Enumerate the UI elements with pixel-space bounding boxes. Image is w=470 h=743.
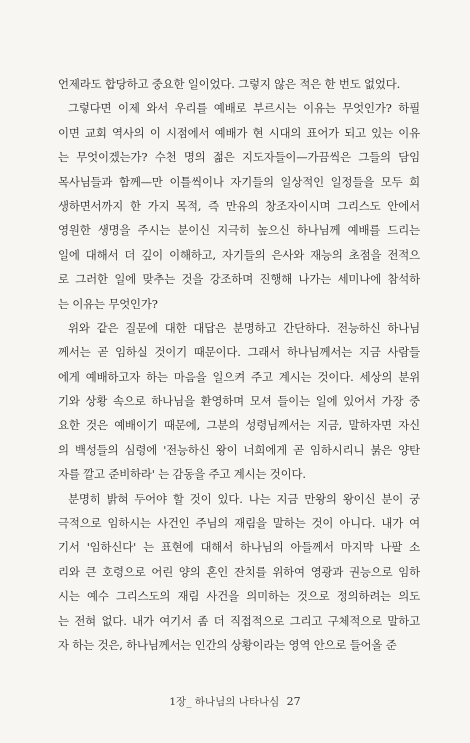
text-line: 일에 대해서 더 깊이 이해하고, 자기들의 은사와 재능의 초점을 전적으 [58, 247, 420, 262]
text-line: 영원한 생명을 주시는 분이신 지극히 높으신 하나님께 예배를 드리는 [58, 223, 420, 238]
text-line: 의 백성들의 심령에 '전능하신 왕이 너희에게 곧 임하시리니 붉은 양탄 [58, 442, 420, 457]
body-text [58, 72, 420, 657]
text-line: 자를 깔고 준비하라' 는 감동을 주고 계시는 것이다. [58, 467, 306, 482]
text-line: 위와 같은 질문에 대한 대답은 분명하고 간단하다. 전능하신 하나님 [68, 320, 420, 335]
text-line: 극적으로 임하시는 사건인 주님의 재림을 말하는 것이 아니다. 내가 여 [58, 516, 420, 531]
page-number: 27 [286, 695, 301, 708]
paragraph [58, 487, 420, 658]
text-line: 에게 예배하고자 하는 마음을 일으켜 주고 계시는 것이다. 세상의 분위 [58, 369, 420, 384]
page-footer [0, 694, 470, 709]
text-line: 분명히 밝혀 두어야 할 것이 있다. 나는 지금 만왕의 왕이신 분이 궁 [68, 491, 420, 506]
text-line: 는 무엇이겠는가? 수천 명의 젊은 지도자들이—가끔씩은 그들의 담임 [58, 150, 420, 165]
paragraph [58, 316, 420, 487]
text-line: 요한 것은 예배이기 때문에, 그분의 성령님께서는 지금, 말하자면 자신 [58, 418, 420, 433]
text-line: 는 이유는 무엇인가? [58, 296, 158, 311]
text-line: 시는 예수 그리스도의 재림 사건을 의미하는 것으로 정의하려는 의도 [58, 589, 420, 604]
text-line: 로 그러한 일에 맞추는 것을 강조하며 진행해 나가는 세미나에 참석하 [58, 272, 420, 287]
text-line: 생하면서까지 한 가지 목적, 즉 만유의 창조자이시며 그리스도 안에서 [58, 198, 420, 213]
paragraph [58, 72, 420, 96]
text-line: 자 하는 것은, 하나님께서는 인간의 상황이라는 영역 안으로 들어올 준 [58, 637, 397, 652]
text-line: 그렇다면 이제 와서 우리를 예배로 부르시는 이유는 무엇인가? 하필 [68, 101, 420, 116]
text-line: 목사님들과 함께—만 이틀씩이나 자기들의 일상적인 일정들을 모두 희 [58, 174, 420, 189]
text-line: 기와 상황 속으로 하나님을 환영하며 모셔 들이는 일에 있어서 가장 중 [58, 394, 420, 409]
chapter-title: 1장_ 하나님의 나타나심 [169, 696, 280, 708]
text-line: 기서 '임하신다' 는 표현에 대해서 하나님의 아들께서 마지막 나팔 소 [58, 540, 420, 555]
text-line: 께서는 곧 임하실 것이기 때문이다. 그래서 하나님께서는 지금 사람들 [58, 345, 420, 360]
text-line: 리와 큰 호령으로 어린 양의 혼인 잔치를 위하여 영광과 권능으로 임하 [58, 564, 420, 579]
paragraph [58, 96, 420, 316]
text-line: 는 전혀 없다. 내가 여기서 좀 더 직접적으로 그리고 구체적으로 말하고 [58, 613, 420, 628]
text-line: 이면 교회 역사의 이 시점에서 예배가 현 시대의 표어가 되고 있는 이유 [58, 125, 420, 140]
text-line: 언제라도 합당하고 중요한 일이었다. 그렇지 않은 적은 한 번도 없었다. [58, 77, 401, 91]
